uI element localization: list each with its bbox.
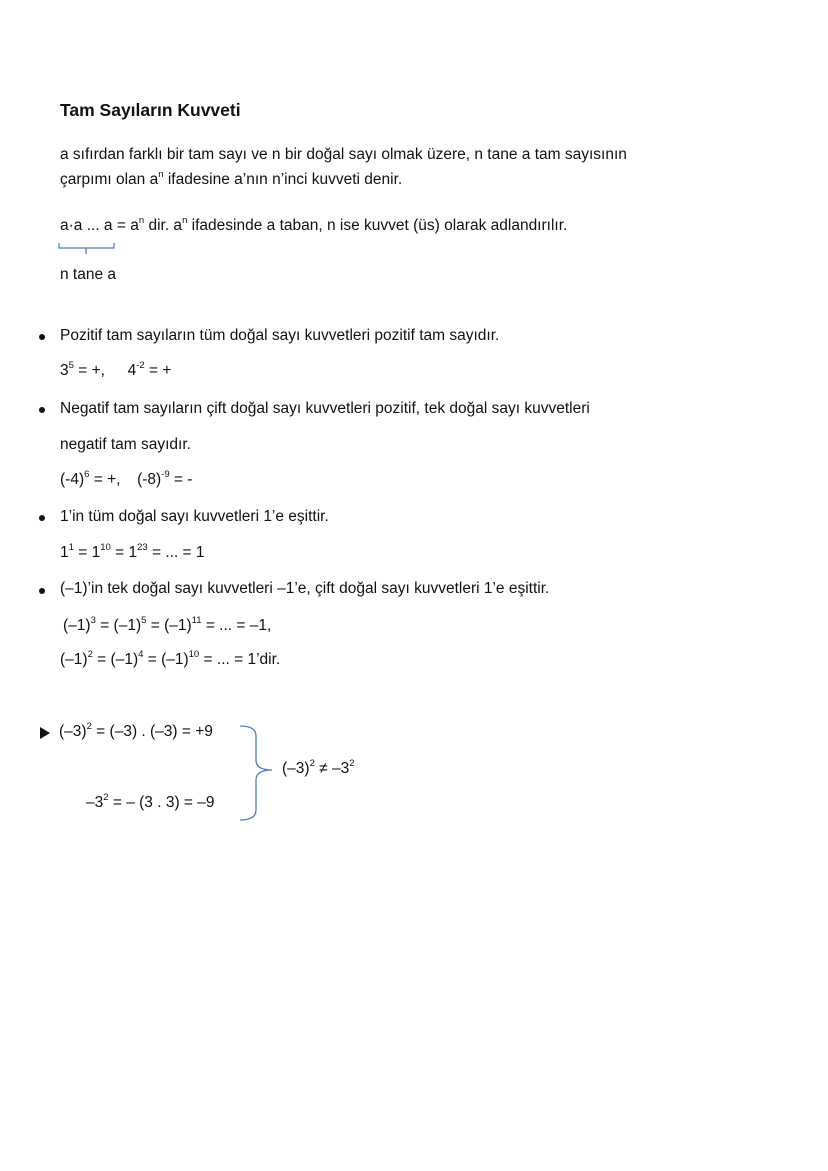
comparison-line-1: $(-3)^2 = (-3)$ . (–3) = +9 — [59, 720, 213, 740]
bullet-1-example: $3^5$ = +, $4^{-2}$ = + — [60, 359, 172, 379]
page-title: Tam Sayıların Kuvveti — [60, 100, 241, 120]
bullet-4-example-1: $(-1)^3 = (-1)^5 = (-1)^{11}$ = ... = –1, — [63, 614, 272, 634]
bullet-4-example-2: $(-1)^2 = (-1)^4 = (-1)^{10}$ = ... = 1’dir. — [60, 648, 281, 668]
bullet-2-example: $(-4)^6$ = +, $(-8)^{-9}$ = - — [60, 468, 193, 488]
bullet-1-text: Pozitif tam sayıların tüm doğal sayı kuvvetleri pozitif tam sayıdır. — [60, 327, 500, 344]
bullet-3-text: 1’in tüm doğal sayı kuvvetleri 1’e eşittir. — [60, 508, 329, 525]
bullet-icon — [39, 334, 45, 340]
arrow-bullet-icon — [40, 727, 50, 739]
underbrace-label: n tane a — [60, 266, 117, 283]
underbrace — [58, 242, 118, 256]
right-brace-icon — [238, 724, 278, 824]
bullet-icon — [39, 407, 45, 413]
bullet-4-text: (–1)’in tek doğal sayı kuvvetleri –1’e, çift doğal sayı kuvvetleri 1’e eşittir. — [60, 580, 550, 597]
comparison-result: $(-3)^2 \ne -3^2$ — [282, 757, 355, 777]
bullet-2-text-2: negatif tam sayıdır. — [60, 436, 191, 453]
bullet-icon — [39, 515, 45, 521]
intro-line-2: çarpımı olan $a^n$ ifadesine a’nın n’inci kuvveti denir. — [60, 168, 403, 188]
comparison-line-2: $-3^2$ = – (3 . 3) = –9 — [86, 791, 215, 811]
bullet-2-text-1: Negatif tam sayıların çift doğal sayı kuvvetleri pozitif, tek doğal sayı kuvvetleri — [60, 400, 590, 417]
definition-line: a·a ... $a = a^n$ dir. $a^n$ ifadesinde a taban, n ise kuvvet (üs) olarak adlandırılır. — [60, 214, 568, 234]
intro-line-1: a sıfırdan farklı bir tam sayı ve n bir doğal sayı olmak üzere, n tane a tam sayısının — [60, 146, 627, 163]
bullet-icon — [39, 588, 45, 594]
bullet-3-example: $1^1 = 1^{10} = 1^{23}$ = ... = 1 — [60, 541, 205, 561]
